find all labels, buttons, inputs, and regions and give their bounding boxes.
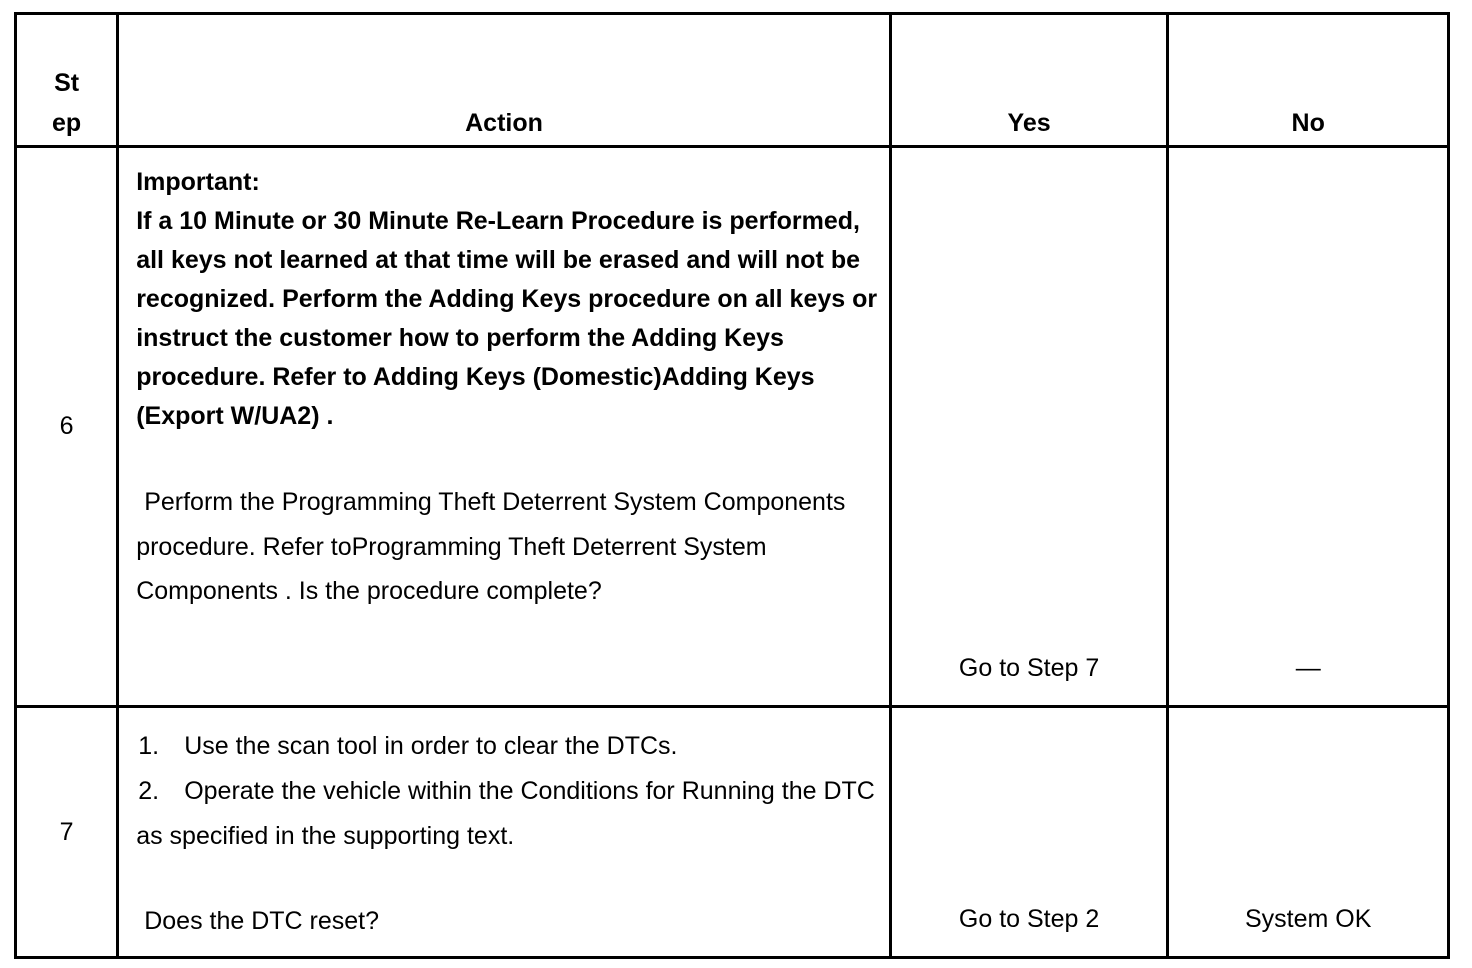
no-result: —: [1168, 147, 1449, 707]
important-label: Important:: [136, 168, 260, 196]
yes-result: Go to Step 7: [890, 147, 1168, 707]
header-no: No: [1168, 14, 1449, 147]
list-item: [136, 769, 879, 859]
table-header-row: [16, 14, 1449, 147]
header-step-line1: St: [54, 69, 80, 97]
list-item: [136, 724, 879, 769]
step-number: 7: [16, 707, 118, 958]
table-row: [16, 147, 1449, 707]
action-text-body: Perform the Programming Theft Deterrent System Components procedure. Refer toProgramming Theft Deterrent System Components . Is the procedure complete?: [136, 488, 846, 605]
question-text: Does the DTC reset?: [144, 907, 380, 935]
list-item-text: Operate the vehicle within the Conditions for Running the DTC as specified in the supporting text.: [136, 777, 875, 850]
action-text: [136, 480, 879, 624]
action-cell: [118, 707, 891, 958]
table-row: [16, 707, 1449, 958]
no-result: System OK: [1168, 707, 1449, 958]
header-step: [16, 14, 118, 147]
list-item-number: 2.: [138, 777, 160, 805]
important-text: If a 10 Minute or 30 Minute Re-Learn Procedure is performed, all keys not learned at that time will be erased and will not be recognized. Perform the Adding Keys procedure on all keys or instruct the customer how to perform the Adding Keys procedure. Refer to Adding Keys (Domestic)Adding Keys (Export W/UA2) .: [136, 207, 878, 430]
action-list: [136, 724, 879, 859]
header-action: Action: [118, 14, 891, 147]
diagnostic-table: [14, 12, 1450, 959]
header-yes: Yes: [890, 14, 1168, 147]
header-step-line2: ep: [52, 109, 82, 137]
yes-result: Go to Step 2: [890, 707, 1168, 958]
step-number: 6: [16, 147, 118, 707]
action-cell: [118, 147, 891, 707]
list-item-number: 1.: [138, 732, 160, 760]
important-note: [136, 163, 879, 436]
list-item-text: Use the scan tool in order to clear the DTCs.: [184, 732, 678, 760]
